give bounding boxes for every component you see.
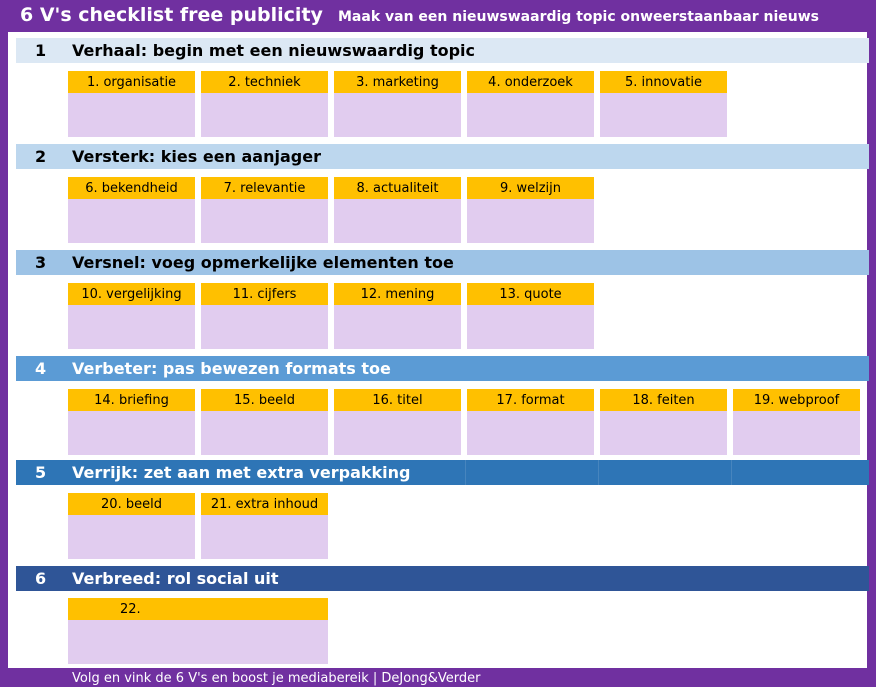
footer-text: Volg en vink de 6 V's en boost je mediabereik | DeJong&Verder bbox=[72, 671, 481, 686]
section-bar-5 bbox=[16, 460, 869, 485]
checklist-card[interactable] bbox=[600, 71, 727, 137]
checklist-card-label: 12. mening bbox=[334, 283, 461, 305]
checklist-card-label: 19. webproof bbox=[733, 389, 860, 411]
checklist-card[interactable] bbox=[467, 283, 594, 349]
checklist-card[interactable] bbox=[68, 177, 195, 243]
checklist-card[interactable] bbox=[334, 389, 461, 455]
page-header bbox=[0, 0, 876, 32]
page-subtitle: Maak van een nieuwswaardig topic onweerstaanbaar nieuws bbox=[338, 9, 819, 25]
section-number: 3 bbox=[35, 253, 47, 272]
checklist-card[interactable] bbox=[467, 71, 594, 137]
checklist-card[interactable] bbox=[201, 71, 328, 137]
checklist-card-label: 20. beeld bbox=[68, 493, 195, 515]
checklist-card[interactable] bbox=[201, 389, 328, 455]
section-bar-4 bbox=[16, 356, 869, 381]
section-bar-6 bbox=[16, 566, 869, 591]
section-bar-1 bbox=[16, 38, 869, 63]
checklist-card[interactable] bbox=[201, 283, 328, 349]
checklist-card-label: 11. cijfers bbox=[201, 283, 328, 305]
section-number: 4 bbox=[35, 359, 47, 378]
checklist-card[interactable] bbox=[68, 389, 195, 455]
checklist-card-label: 18. feiten bbox=[600, 389, 727, 411]
section-title: Verhaal: begin met een nieuwswaardig topic bbox=[72, 41, 476, 60]
section-title: Verbreed: rol social uit bbox=[72, 569, 279, 588]
checklist-card[interactable] bbox=[68, 283, 195, 349]
checklist-card-label: 6. bekendheid bbox=[68, 177, 195, 199]
section-title: Verbeter: pas bewezen formats toe bbox=[72, 359, 391, 378]
section-title: Versnel: voeg opmerkelijke elementen toe bbox=[72, 253, 454, 272]
section-number: 6 bbox=[35, 569, 47, 588]
checklist-card[interactable] bbox=[334, 71, 461, 137]
cell-divider bbox=[731, 460, 732, 485]
checklist-card[interactable] bbox=[201, 493, 328, 559]
checklist-card-label: 3. marketing bbox=[334, 71, 461, 93]
checklist-card-label: 16. titel bbox=[334, 389, 461, 411]
section-number: 1 bbox=[35, 41, 47, 60]
checklist-card-label: 13. quote bbox=[467, 283, 594, 305]
page-title: 6 V's checklist free publicity bbox=[20, 4, 323, 26]
checklist-card-label: 9. welzijn bbox=[467, 177, 594, 199]
checklist-card-label: 7. relevantie bbox=[201, 177, 328, 199]
checklist-card[interactable] bbox=[467, 177, 594, 243]
checklist-card-label: 17. format bbox=[467, 389, 594, 411]
cell-divider bbox=[465, 460, 466, 485]
cell-divider bbox=[598, 460, 599, 485]
section-number: 5 bbox=[35, 463, 47, 482]
section-title: Verrijk: zet aan met extra verpakking bbox=[72, 463, 411, 482]
checklist-card-label: 21. extra inhoud bbox=[201, 493, 328, 515]
checklist-card[interactable] bbox=[334, 283, 461, 349]
section-title: Versterk: kies een aanjager bbox=[72, 147, 321, 166]
checklist-card-label: 4. onderzoek bbox=[467, 71, 594, 93]
checklist-card[interactable] bbox=[68, 71, 195, 137]
checklist-card[interactable] bbox=[600, 389, 727, 455]
checklist-card-label: 10. vergelijking bbox=[68, 283, 195, 305]
checklist-card[interactable] bbox=[68, 598, 328, 664]
section-bar-3 bbox=[16, 250, 869, 275]
checklist-card[interactable] bbox=[334, 177, 461, 243]
checklist-card-label: 22. bbox=[68, 598, 328, 620]
section-bar-2 bbox=[16, 144, 869, 169]
checklist-panel bbox=[8, 32, 867, 668]
checklist-card-label: 5. innovatie bbox=[600, 71, 727, 93]
checklist-card-label: 15. beeld bbox=[201, 389, 328, 411]
checklist-card[interactable] bbox=[467, 389, 594, 455]
checklist-card[interactable] bbox=[201, 177, 328, 243]
checklist-card-label: 8. actualiteit bbox=[334, 177, 461, 199]
checklist-card-label: 2. techniek bbox=[201, 71, 328, 93]
checklist-card-label: 1. organisatie bbox=[68, 71, 195, 93]
checklist-card[interactable] bbox=[68, 493, 195, 559]
checklist-card-label: 14. briefing bbox=[68, 389, 195, 411]
section-number: 2 bbox=[35, 147, 47, 166]
checklist-card[interactable] bbox=[733, 389, 860, 455]
